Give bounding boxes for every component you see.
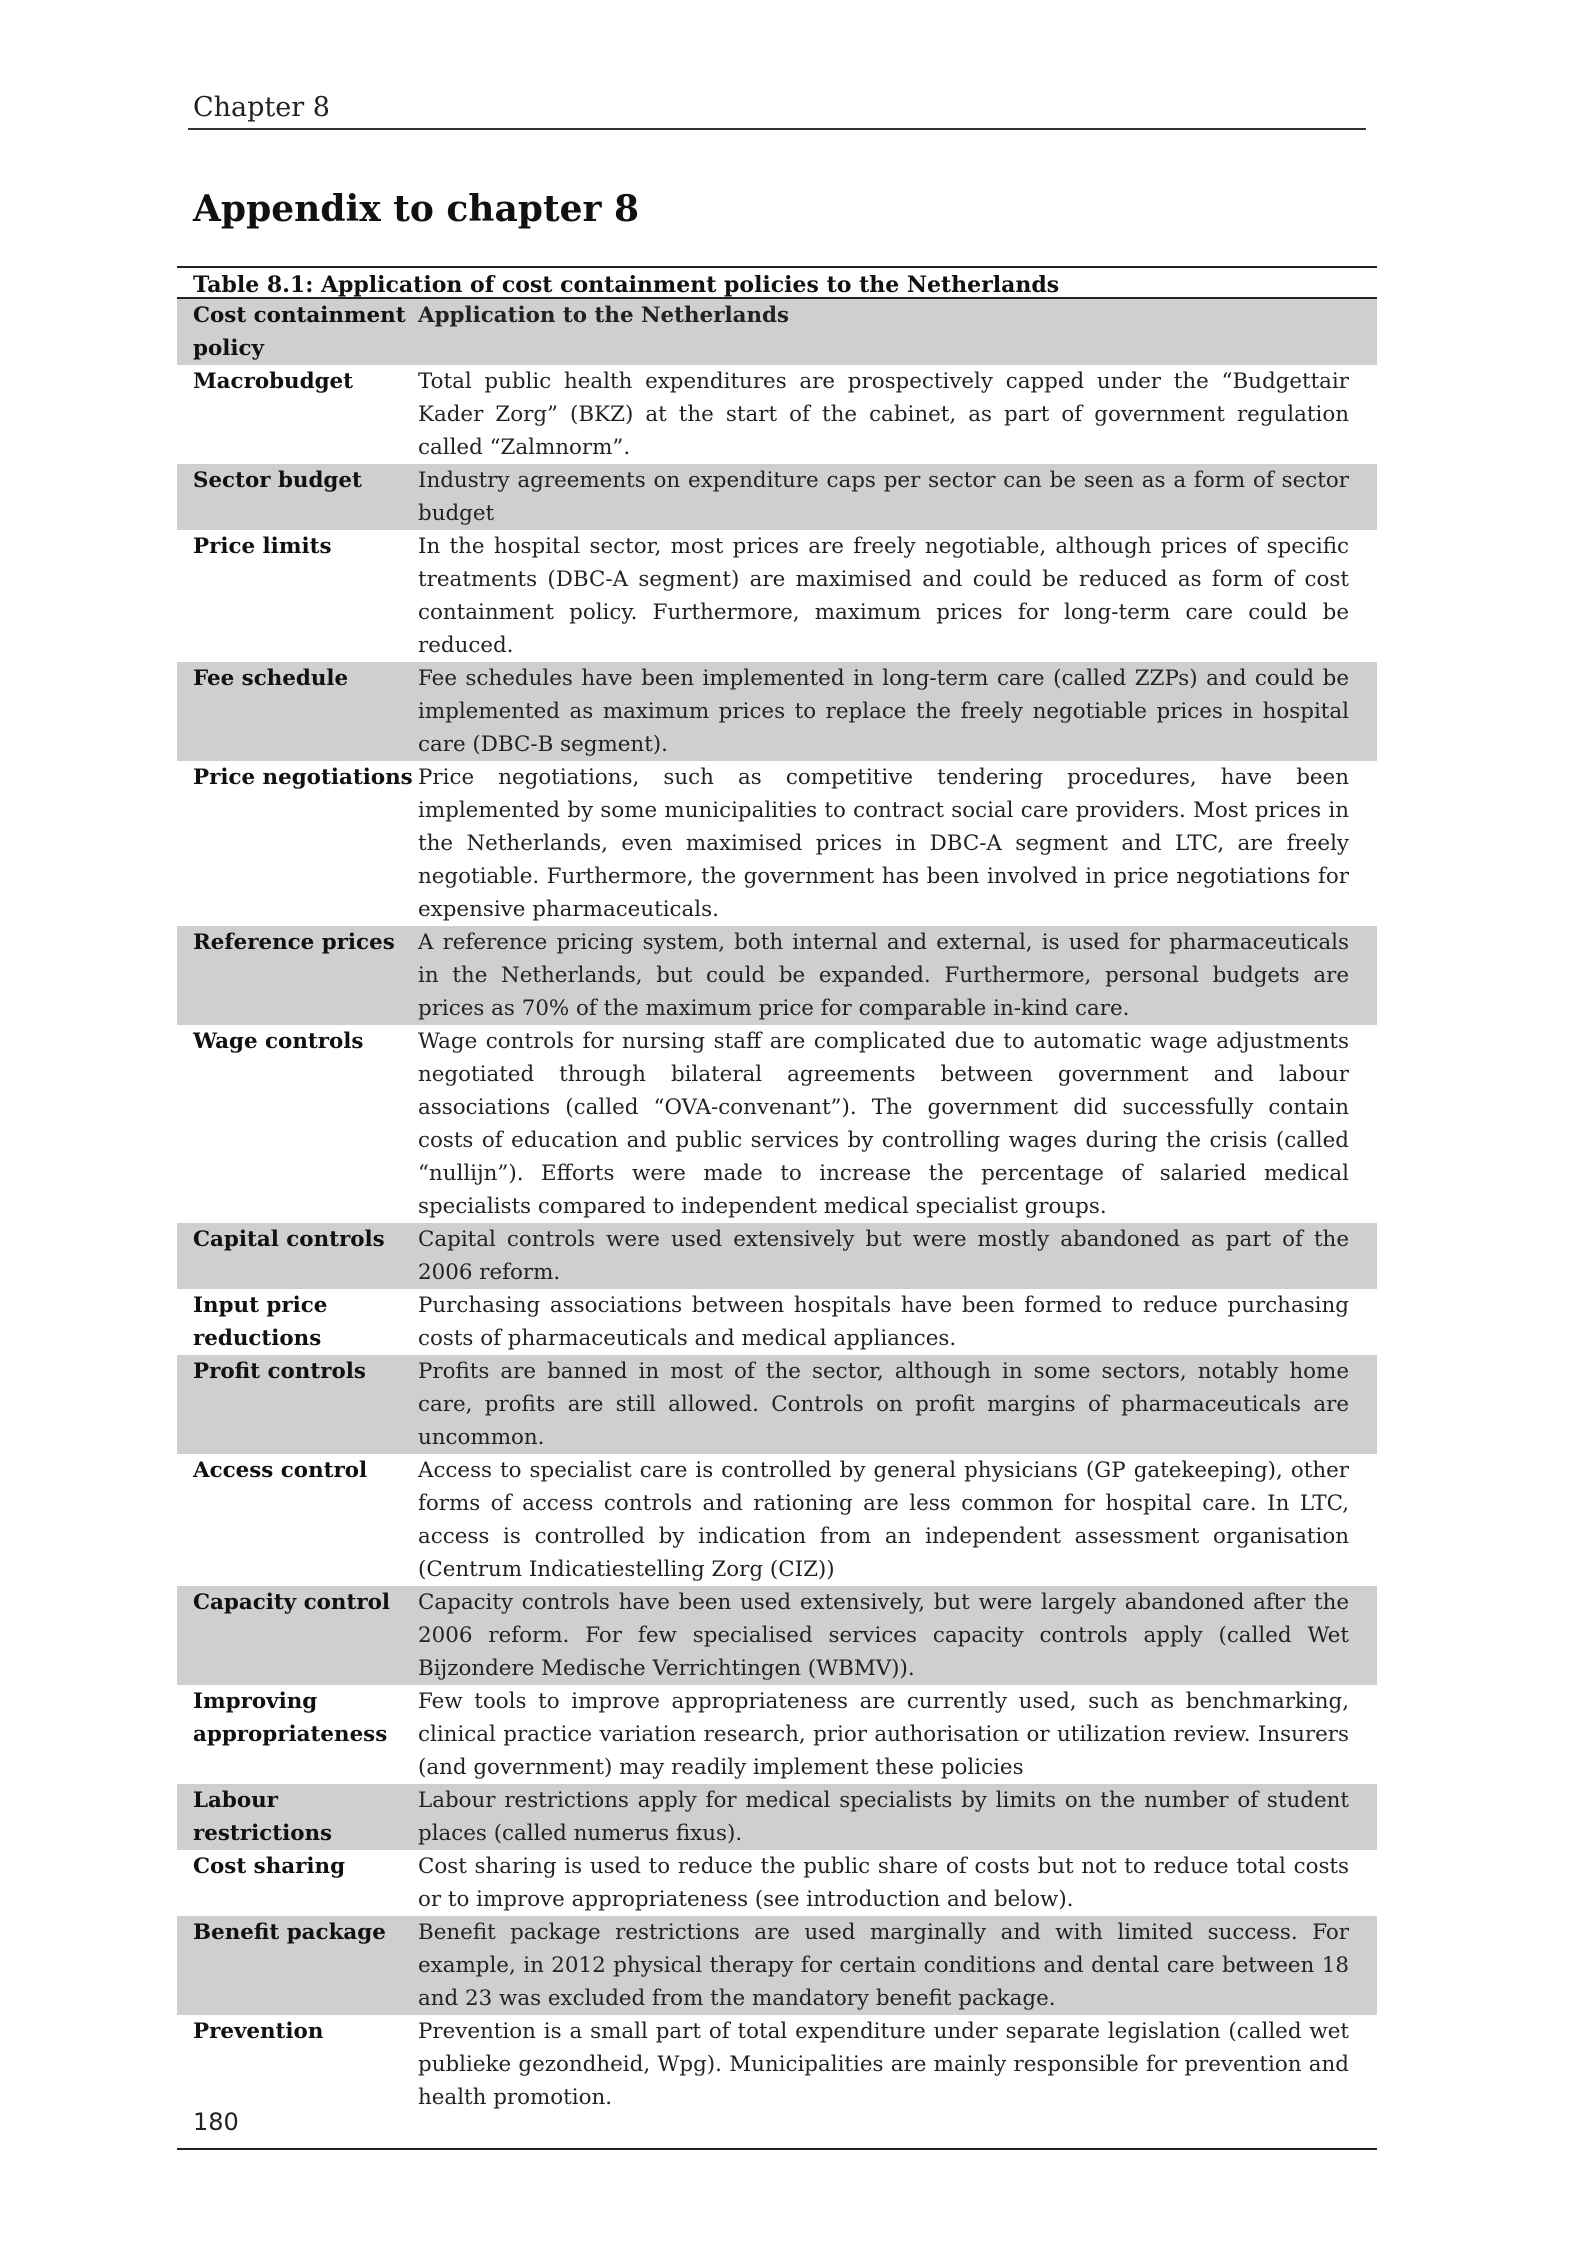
table-row xyxy=(177,1454,1377,1586)
application-cell: Few tools to improve appropriateness are currently used, such as benchmarking, clinical practice variation research, prior authorisation or utilization review. Insurers (and government) may readily implement these policies xyxy=(418,1689,1349,1780)
policy-cell: Improving appropriateness xyxy=(193,1689,388,1747)
application-cell: Fee schedules have been implemented in long-term care (called ZZPs) and could be implemented as maximum prices to replace the freely negotiable prices in hospital care (DBC-B segment). xyxy=(418,666,1349,757)
table-caption: Table 8.1: Application of cost containment policies to the Netherlands xyxy=(177,266,1377,299)
application-cell: Prevention is a small part of total expenditure under separate legislation (called wet publieke gezondheid, Wpg). Municipalities are mainly responsible for prevention and health promotion. xyxy=(418,2019,1349,2110)
application-cell: Wage controls for nursing staff are complicated due to automatic wage adjustments negotiated through bilateral agreements between government and labour associations (called “OVA-convenant”). The government did successfully contain costs of education and public services by controlling wages during the crisis (called “nullijn”). Efforts were made to increase the percentage of salaried medical specialists compared to independent medical specialist groups. xyxy=(418,1029,1349,1219)
application-cell: Capital controls were used extensively but were mostly abandoned as part of the 2006 reform. xyxy=(418,1227,1349,1285)
application-cell: Purchasing associations between hospitals have been formed to reduce purchasing costs of pharmaceuticals and medical appliances. xyxy=(418,1293,1349,1351)
application-cell: Price negotiations, such as competitive tendering procedures, have been implemented by some municipalities to contract social care providers. Most prices in the Netherlands, even maximised prices in DBC-A segment and LTC, are freely negotiable. Furthermore, the government has been involved in price negotiations for expensive pharmaceuticals. xyxy=(418,765,1349,922)
policy-cell: Reference prices xyxy=(193,930,395,955)
policy-cell: Profit controls xyxy=(193,1359,366,1384)
table-row xyxy=(177,1916,1377,2015)
policy-cell: Wage controls xyxy=(193,1029,364,1054)
header-application: Application to the Netherlands xyxy=(418,303,790,328)
application-cell: Cost sharing is used to reduce the public share of costs but not to reduce total costs or to improve appropriateness (see introduction and below). xyxy=(418,1854,1349,1912)
table-row xyxy=(177,1685,1377,1784)
application-cell: Benefit package restrictions are used marginally and with limited success. For example, in 2012 physical therapy for certain conditions and dental care between 18 and 23 was excluded from the mandatory benefit package. xyxy=(418,1920,1349,2011)
table-row xyxy=(177,1289,1377,1355)
policy-cell: Sector budget xyxy=(193,468,362,493)
table-row xyxy=(177,1355,1377,1454)
policy-table xyxy=(177,266,1377,2150)
running-head: Chapter 8 xyxy=(193,92,330,123)
table-row xyxy=(177,662,1377,761)
application-cell: Profits are banned in most of the sector, although in some sectors, notably home care, profits are still allowed. Controls on profit margins of pharmaceuticals are uncommon. xyxy=(418,1359,1349,1450)
application-cell: Labour restrictions apply for medical specialists by limits on the number of student places (called numerus fixus). xyxy=(418,1788,1349,1846)
policy-cell: Benefit package xyxy=(193,1920,386,1945)
table-row xyxy=(177,464,1377,530)
application-cell: In the hospital sector, most prices are freely negotiable, although prices of specific treatments (DBC-A segment) are maximised and could be reduced as form of cost containment policy. Furthermore, maximum prices for long-term care could be reduced. xyxy=(418,534,1349,658)
appendix-title: Appendix to chapter 8 xyxy=(193,188,640,230)
policy-cell: Prevention xyxy=(193,2019,324,2044)
policy-cell: Price negotiations xyxy=(193,765,413,790)
application-cell: Access to specialist care is controlled by general physicians (GP gatekeeping), other forms of access controls and rationing are less common for hospital care. In LTC, access is controlled by indication from an independent assessment organisation (Centrum Indicatiestelling Zorg (CIZ)) xyxy=(418,1458,1349,1582)
table-row xyxy=(177,1223,1377,1289)
table-row xyxy=(177,1850,1377,1916)
page-number: 180 xyxy=(193,2108,239,2136)
table-row xyxy=(177,530,1377,662)
application-cell: Industry agreements on expenditure caps per sector can be seen as a form of sector budget xyxy=(418,468,1349,526)
policy-cell: Capacity control xyxy=(193,1590,390,1615)
application-cell: Capacity controls have been used extensively, but were largely abandoned after the 2006 reform. For few specialised services capacity controls apply (called Wet Bijzondere Medische Verrichtingen (WBMV)). xyxy=(418,1590,1349,1681)
header-policy: Cost containment policy xyxy=(193,303,406,361)
table-row xyxy=(177,1784,1377,1850)
header-rule xyxy=(188,128,1366,130)
table-header-row xyxy=(177,299,1377,365)
policy-cell: Input price reductions xyxy=(193,1293,328,1351)
table-row xyxy=(177,365,1377,464)
table-row xyxy=(177,2015,1377,2114)
table-bottom-rule xyxy=(177,2148,1377,2150)
policy-cell: Price limits xyxy=(193,534,332,559)
application-cell: Total public health expenditures are prospectively capped under the “Budgettair Kader Zorg” (BKZ) at the start of the cabinet, as part of government regulation called “Zalmnorm”. xyxy=(418,369,1349,460)
policy-cell: Access control xyxy=(193,1458,368,1483)
policy-cell: Fee schedule xyxy=(193,666,349,691)
table-row xyxy=(177,1586,1377,1685)
table-row xyxy=(177,926,1377,1025)
policy-cell: Cost sharing xyxy=(193,1854,346,1879)
application-cell: A reference pricing system, both internal and external, is used for pharmaceuticals in the Netherlands, but could be expanded. Furthermore, personal budgets are prices as 70% of the maximum price for comparable in-kind care. xyxy=(418,930,1349,1021)
policy-cell: Macrobudget xyxy=(193,369,354,394)
table-row xyxy=(177,761,1377,926)
policy-cell: Labour restrictions xyxy=(193,1788,333,1846)
table-row xyxy=(177,1025,1377,1223)
policy-cell: Capital controls xyxy=(193,1227,385,1252)
